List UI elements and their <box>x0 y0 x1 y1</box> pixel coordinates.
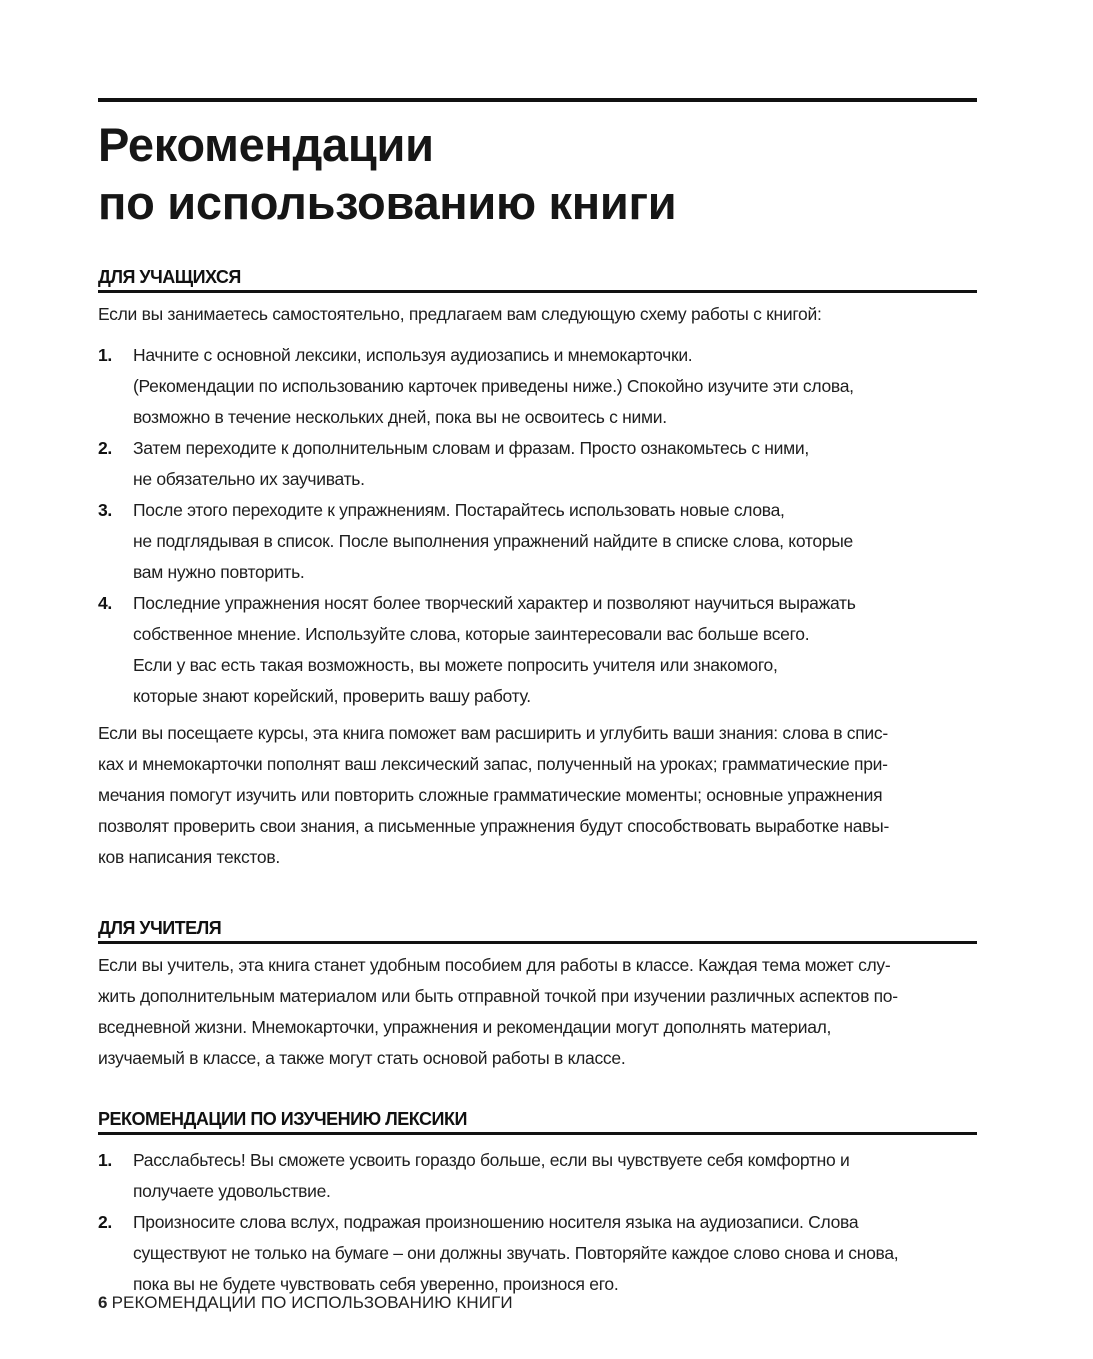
list-item-line: Последние упражнения носят более творческий характер и позволяют научиться выражать <box>133 593 856 613</box>
paragraph-line: ках и мнемокарточки пополнят ваш лексический запас, полученный на уроках; грамматические при- <box>98 754 888 774</box>
list-item <box>98 1145 977 1207</box>
list-item-line: вам нужно повторить. <box>133 562 305 582</box>
list-item-line: получаете удовольствие. <box>133 1181 331 1201</box>
list-item-line: пока вы не будете чувствовать себя уверенно, произнося его. <box>133 1274 619 1294</box>
list-item-number: 2. <box>98 438 112 458</box>
page-footer <box>98 1293 513 1313</box>
title-line-1: Рекомендации <box>98 118 434 171</box>
paragraph-line: Если вы посещаете курсы, эта книга поможет вам расширить и углубить ваши знания: слова в спис- <box>98 723 888 743</box>
page-title <box>98 116 977 232</box>
paragraph-line: позволят проверить свои знания, а письменные упражнения будут способствовать выработке навы- <box>98 816 889 836</box>
list-item-line: После этого переходите к упражнениям. Постарайтесь использовать новые слова, <box>133 500 785 520</box>
students-courses-paragraph <box>98 718 977 873</box>
paragraph-line: ков написания текстов. <box>98 847 280 867</box>
list-item-number: 1. <box>98 1150 112 1170</box>
list-item-line: собственное мнение. Используйте слова, которые заинтересовали вас больше всего. <box>133 624 810 644</box>
section-heading-students: ДЛЯ УЧАЩИХСЯ <box>98 266 977 293</box>
list-item-line: не подглядывая в список. После выполнения упражнений найдите в списке слова, которые <box>133 531 853 551</box>
list-item-line: Затем переходите к дополнительным словам и фразам. Просто ознакомьтесь с ними, <box>133 438 809 458</box>
list-item-line: возможно в течение нескольких дней, пока вы не освоитесь с ними. <box>133 407 667 427</box>
section-heading-teacher: ДЛЯ УЧИТЕЛЯ <box>98 917 977 944</box>
list-item-number: 1. <box>98 345 112 365</box>
top-rule <box>98 98 977 102</box>
vocab-tips-list <box>98 1145 977 1300</box>
list-item <box>98 495 977 588</box>
list-item-line: Расслабьтесь! Вы сможете усвоить гораздо больше, если вы чувствуете себя комфортно и <box>133 1150 850 1170</box>
list-item-line: Произносите слова вслух, подражая произношению носителя языка на аудиозаписи. Слова <box>133 1212 859 1232</box>
page-content <box>98 98 977 1300</box>
list-item-line: которые знают корейский, проверить вашу работу. <box>133 686 531 706</box>
title-line-2: по использованию книги <box>98 176 677 229</box>
list-item-line: Если у вас есть такая возможность, вы можете попросить учителя или знакомого, <box>133 655 778 675</box>
page-number: 6 <box>98 1293 108 1312</box>
section-heading-vocab: РЕКОМЕНДАЦИИ ПО ИЗУЧЕНИЮ ЛЕКСИКИ <box>98 1108 977 1135</box>
paragraph-line: изучаемый в классе, а также могут стать основой работы в классе. <box>98 1048 626 1068</box>
list-item-number: 4. <box>98 593 112 613</box>
list-item <box>98 433 977 495</box>
running-title: РЕКОМЕНДАЦИИ ПО ИСПОЛЬЗОВАНИЮ КНИГИ <box>111 1293 513 1312</box>
list-item-line: Начните с основной лексики, используя аудиозапись и мнемокарточки. <box>133 345 693 365</box>
list-item <box>98 1207 977 1300</box>
paragraph-line: вседневной жизни. Мнемокарточки, упражнения и рекомендации могут дополнять материал, <box>98 1017 832 1037</box>
list-item <box>98 340 977 433</box>
list-item-line: существуют не только на бумаге – они должны звучать. Повторяйте каждое слово снова и снова, <box>133 1243 899 1263</box>
list-item <box>98 588 977 712</box>
teacher-paragraph <box>98 950 977 1074</box>
students-intro: Если вы занимаетесь самостоятельно, предлагаем вам следующую схему работы с книгой: <box>98 304 822 324</box>
list-item-number: 2. <box>98 1212 112 1232</box>
list-item-line: (Рекомендации по использованию карточек приведены ниже.) Спокойно изучите эти слова, <box>133 376 854 396</box>
paragraph-line: мечания помогут изучить или повторить сложные грамматические моменты; основные упражнения <box>98 785 883 805</box>
list-item-number: 3. <box>98 500 112 520</box>
list-item-line: не обязательно их заучивать. <box>133 469 365 489</box>
paragraph-line: жить дополнительным материалом или быть отправной точкой при изучении различных аспектов по- <box>98 986 898 1006</box>
paragraph-line: Если вы учитель, эта книга станет удобным пособием для работы в классе. Каждая тема может слу- <box>98 955 891 975</box>
students-steps-list <box>98 340 977 712</box>
